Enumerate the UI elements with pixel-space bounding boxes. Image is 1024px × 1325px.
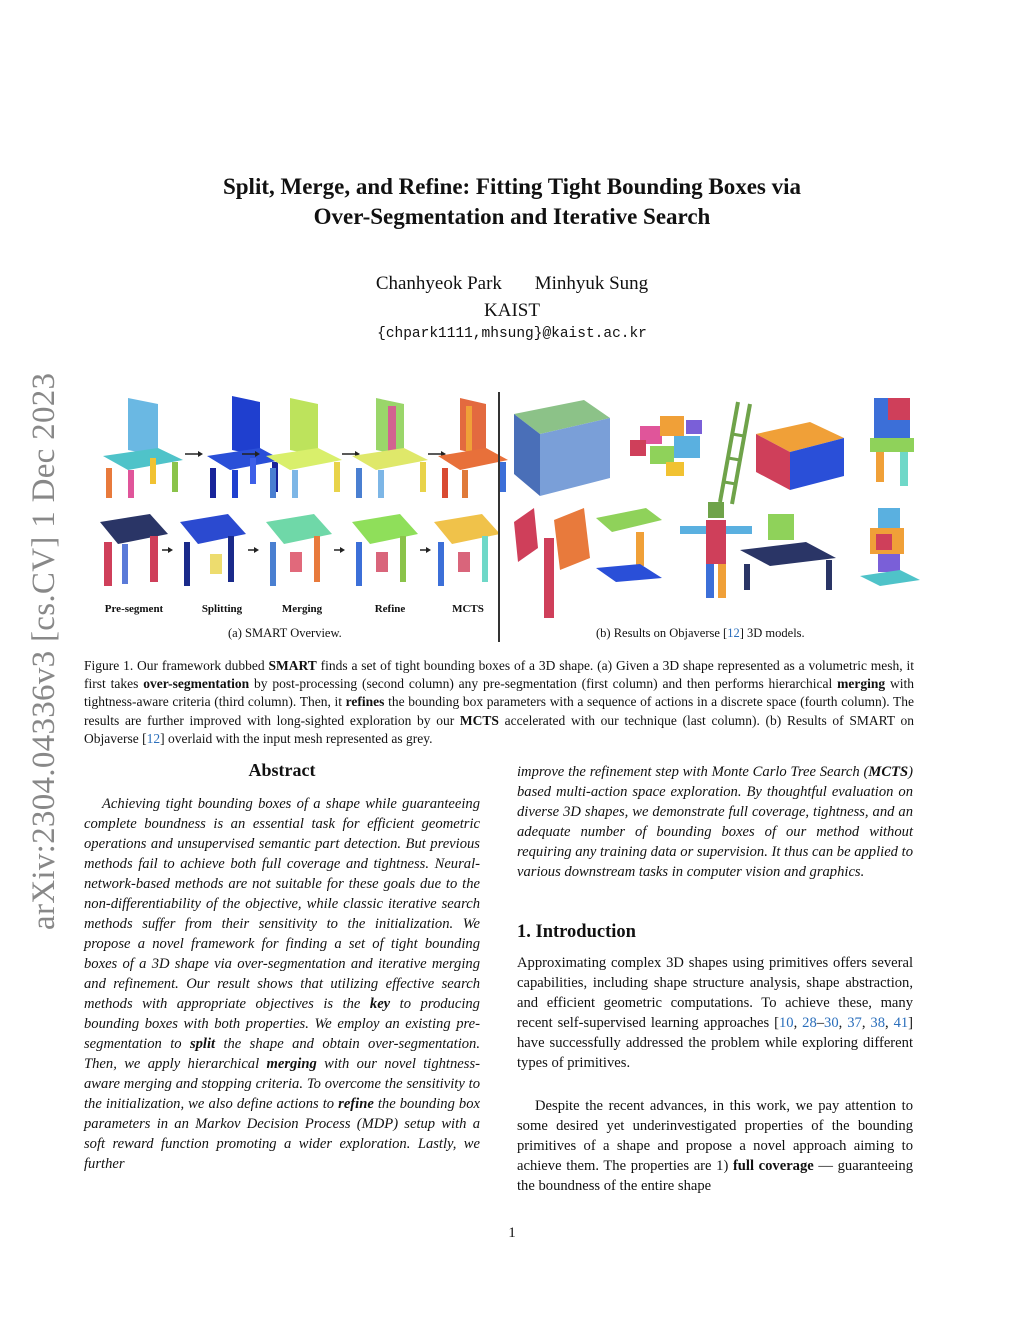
citation-link[interactable]: 37: [847, 1015, 862, 1031]
signpost-render: [514, 508, 590, 618]
chair-presegment-render: [103, 398, 183, 498]
stage-label: Splitting: [201, 603, 243, 615]
stage-label: Merging: [281, 603, 323, 615]
arrow-icon: [162, 547, 173, 553]
abstract-heading: Abstract: [248, 760, 316, 780]
title-line-1: Split, Merge, and Refine: Fitting Tight Bounding Boxes via: [222, 174, 802, 199]
board-render: [596, 508, 662, 582]
arrow-icon: [248, 547, 259, 553]
affiliation: KAIST: [484, 300, 540, 321]
crate-render: [514, 400, 610, 496]
toy-render: [860, 508, 920, 586]
stage-label: Pre-segment: [104, 603, 164, 615]
table-row: [100, 514, 500, 586]
arxiv-side-label: arXiv:2304.04336v3 [cs.CV] 1 Dec 2023: [26, 372, 62, 930]
citation-link[interactable]: 12: [727, 626, 740, 640]
paper-title: [0, 172, 1024, 232]
author-email: {chpark1111,mhsung}@kaist.ac.kr: [377, 326, 647, 342]
arrow-icon: [334, 547, 345, 553]
table-merging-render: [266, 514, 332, 586]
citation-link[interactable]: 10: [778, 1015, 794, 1031]
stage-label: Refine: [374, 603, 406, 615]
subcaption-b: (b) Results on Objaverse [12] 3D models.: [596, 626, 805, 640]
abstract-text-continued: improve the refinement step with Monte Carlo Tree Search (MCTS) based multi-action space exploration. By thoughtful evaluation on diverse 3D shapes, we demonstrate full coverage, tightness, and an adequate number of bounding boxes of our method without requiring any training data or supervision. It thus can be applied to various downstream tasks in computer vision and graphics.: [517, 764, 913, 880]
figure-caption: Figure 1. Our framework dubbed SMART finds a set of tight bounding boxes of a 3D shape. (a) Given a 3D shape represented as a volumetric mesh, it first takes over-segmentation by post-processing (second column) any pre-segmentation (first column) and then performs hierarchical merging with tightness-aware criteria (third column). Then, it refines the bounding box parameters with a sequence of actions in a discrete space (fourth column). The results are further improved with long-sighted exploration by our MCTS accelerated with our technique (last column). (b) Results of SMART on Objaverse [12] overlaid with the input mesh represented as grey.: [84, 658, 914, 746]
abstract-text: Achieving tight bounding boxes of a shape while guaranteeing complete boundness is an essential task for efficient geometric operations and unsupervised semantic part detection. But previous methods fail to achieve both full coverage and tightness. Neural-network-based methods are not suitable for these goals due to the non-differentiability of the objective, while classic iterative search methods suffer from their sensitivity to the initialization. We propose a novel framework for finding a set of tight bounding boxes of a 3D shape via over-segmentation and iterative merging and refinement. Our result shows that utilizing effective search methods with appropriate objectives is the key to producing bounding boxes with both properties. We employ an existing pre-segmentation to split the shape and obtain over-segmentation. Then, we apply hierarchical merging with our novel tightness-aware merging and stopping criteria. To overcome the sensitivity to the initialization, we also define actions to refine the bounding box parameters in an Markov Decision Process (MDP) setup with a soft reward function promoting a wider exploration. Lastly, we further: [84, 796, 480, 1172]
table-refine-render: [352, 514, 418, 586]
citation-link[interactable]: 28: [802, 1015, 817, 1031]
cluster-render: [630, 416, 702, 476]
author-name: Chanhyeok Park: [375, 273, 502, 294]
intro-paragraph: Despite the recent advances, in this work, we pay attention to some desired yet underinvestigated properties of the bounding primitives of a shape and propose a novel approach aiming to achieve them. The properties are 1) full coverage — guaranteeing the boundness of the entire shape: [517, 1098, 913, 1194]
arrow-icon: [420, 547, 431, 553]
stage-label: MCTS: [452, 603, 484, 615]
table-splitting-render: [180, 514, 246, 586]
citation-link[interactable]: 38: [870, 1015, 885, 1031]
desk-render: [740, 514, 836, 590]
table-presegment-render: [100, 514, 168, 586]
objaverse-results: [514, 398, 920, 618]
page-number: 1: [508, 1225, 516, 1241]
author-name: Minhyuk Sung: [534, 273, 649, 294]
chair-row: [103, 396, 508, 498]
citation-link[interactable]: 30: [824, 1015, 839, 1031]
arrow-icon: [185, 451, 203, 457]
citation-link[interactable]: 41: [893, 1015, 909, 1031]
chair-refine-render: [352, 398, 428, 498]
table-mcts-render: [434, 514, 500, 586]
intro-paragraph: Approximating complex 3D shapes using primitives offers several capabilities, including shape structure analysis, shape abstraction, and efficient geometric computations. To achieve these, many recent self-supervised learning approaches [10, 28–30, 37, 38, 41] have successfully addressed the problem while exploring different types of primitives.: [517, 955, 914, 1071]
title-line-2: Over-Segmentation and Iterative Search: [313, 204, 711, 229]
subcaption-a: (a) SMART Overview.: [228, 626, 342, 640]
ladder-render: [720, 402, 750, 504]
section-heading-introduction: 1. Introduction: [517, 922, 636, 942]
author-block: [0, 270, 1024, 324]
box-structure-render: [756, 422, 844, 490]
citation-link[interactable]: 12: [146, 730, 161, 746]
chair-object-render: [870, 398, 914, 486]
